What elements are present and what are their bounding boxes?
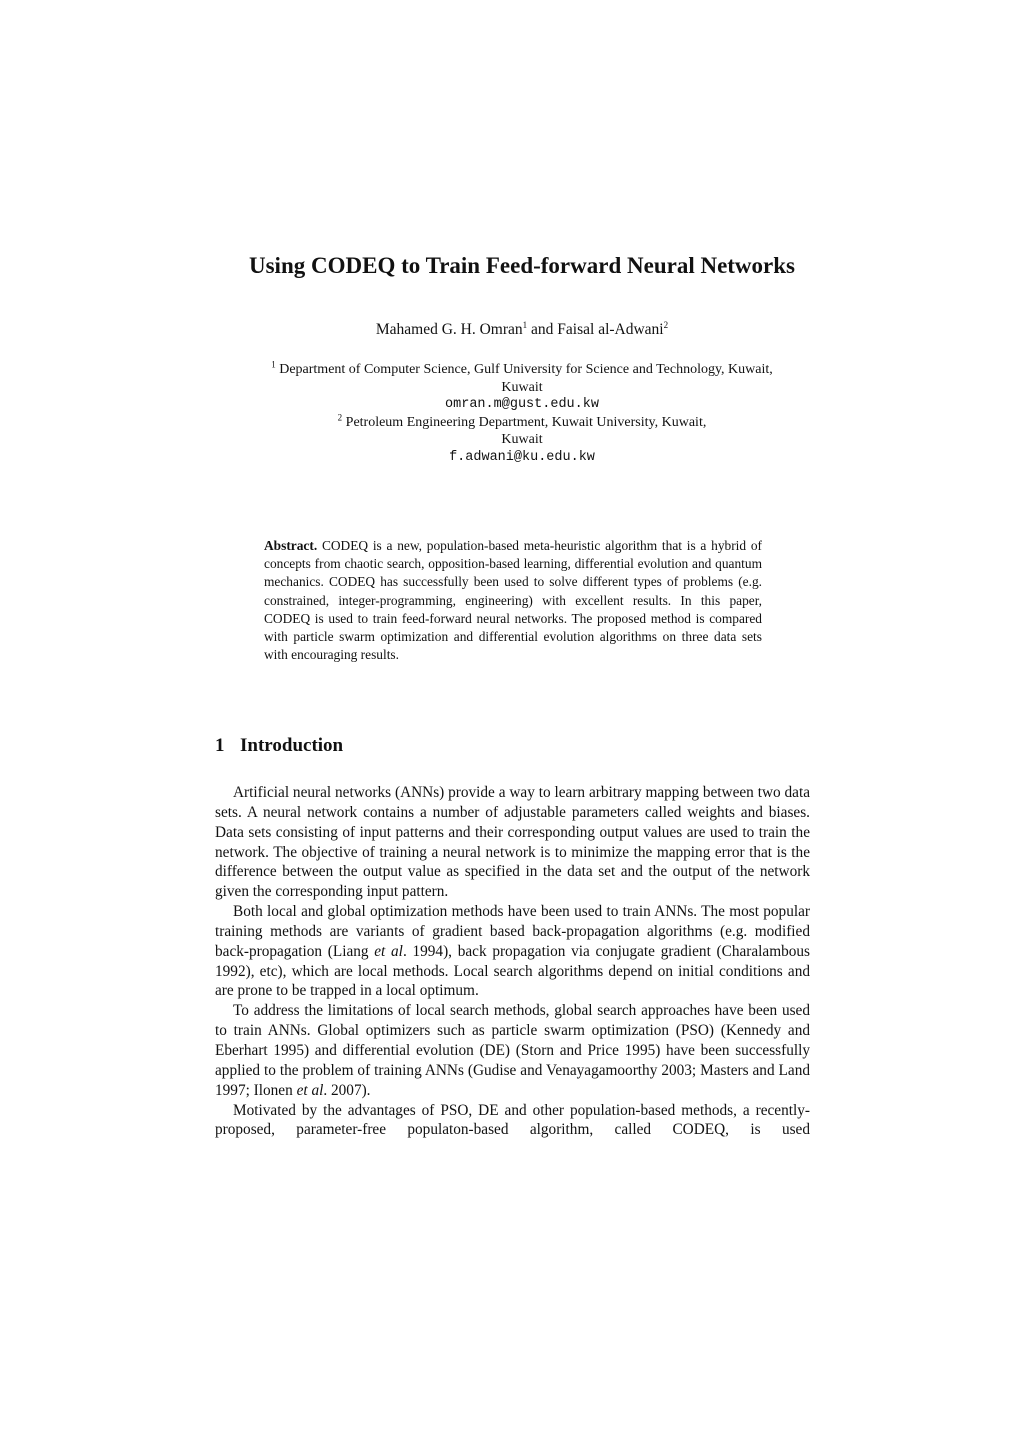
paragraph-text: . 2007). [323, 1081, 371, 1099]
affiliation-text: Department of Computer Science, Gulf University for Science and Technology, Kuwait, [275, 362, 773, 377]
body-text [215, 783, 810, 1140]
paragraph: Motivated by the advantages of PSO, DE and other population-based methods, a recently-proposed, parameter-free populaton-based algorithm, called CODEQ, is used [215, 1101, 810, 1139]
abstract [264, 537, 762, 664]
affiliation-line [0, 361, 1024, 379]
affiliation-mark: 1 [271, 359, 276, 370]
affiliation-mark: 2 [663, 319, 669, 330]
citation-etal: et al [296, 1081, 324, 1099]
section-heading [215, 735, 343, 757]
author-name: Faisal al-Adwani [557, 321, 664, 338]
paragraph-text: To address the limitations of local search methods, global search approaches have been used to train ANNs. Global optimizers such as particle swarm optimization (PSO) (Kennedy and Eberhart 1995) and differential evolution (DE) (Storn and Price 1995) have been successfully applied to the problem of training ANNs (Gudise and Venayagamoorthy 2003; Masters and Land 1997; Ilonen [215, 1002, 810, 1099]
affiliation-country: Kuwait [501, 432, 543, 448]
email-address: omran.m@gust.edu.kw [445, 397, 599, 413]
affiliation-line [0, 414, 1024, 432]
author-conjunction: and [527, 321, 558, 338]
citation-etal: et al [374, 942, 403, 960]
affiliation-mark: 2 [337, 412, 343, 423]
paper-title: Using CODEQ to Train Feed-forward Neural Networks [249, 253, 795, 278]
paragraph-text: . 1994), back propagation via conjugate gradient (Charalambous 1992), etc), which are local methods. Local search algorithms depend on initial conditions and are prone to be trapped in a local optimum. [215, 942, 810, 1000]
affiliation-text: Petroleum Engineering Department, Kuwait University, Kuwait, [342, 414, 707, 430]
affiliations [0, 361, 1024, 467]
email-address: f.adwani@ku.edu.kw [449, 449, 595, 465]
section-number: 1 [215, 735, 225, 756]
author-line [0, 321, 1024, 339]
paragraph-text: Both local and global optimization methods have been used to train ANNs. The most popular training methods are variants of gradient based back-propagation algorithms (e.g. modified back-propagation (Liang [215, 903, 810, 960]
section-title: Introduction [240, 735, 344, 756]
paragraph [215, 1001, 810, 1100]
paragraph: Artificial neural networks (ANNs) provide a way to learn arbitrary mapping between two data sets. A neural network contains a number of adjustable parameters called weights and biases. Data sets consisting of input patterns and their corresponding output values are used to train the network. The objective of training a neural network is to minimize the mapping error that is the difference between the output value as specified in the data set and the output of the network given the corresponding input pattern. [215, 784, 810, 901]
abstract-label: Abstract. [264, 538, 318, 553]
affiliation-mark: 1 [522, 319, 528, 330]
abstract-text: CODEQ is a new, population-based meta-heuristic algorithm that is a hybrid of concepts from chaotic search, opposition-based learning, differential evolution and quantum mechanics. CODEQ has successfully been used to solve different types of problems (e.g. constrained, integer-programming, engineering) with excellent results. In this paper, CODEQ is used to train feed-forward neural networks. The proposed method is compared with particle swarm optimization and differential evolution algorithms on three data sets with encouraging results. [264, 538, 762, 663]
affiliation-country: Kuwait [501, 379, 543, 395]
author-name: Mahamed G. H. Omran [375, 321, 523, 338]
paragraph [215, 902, 810, 1001]
